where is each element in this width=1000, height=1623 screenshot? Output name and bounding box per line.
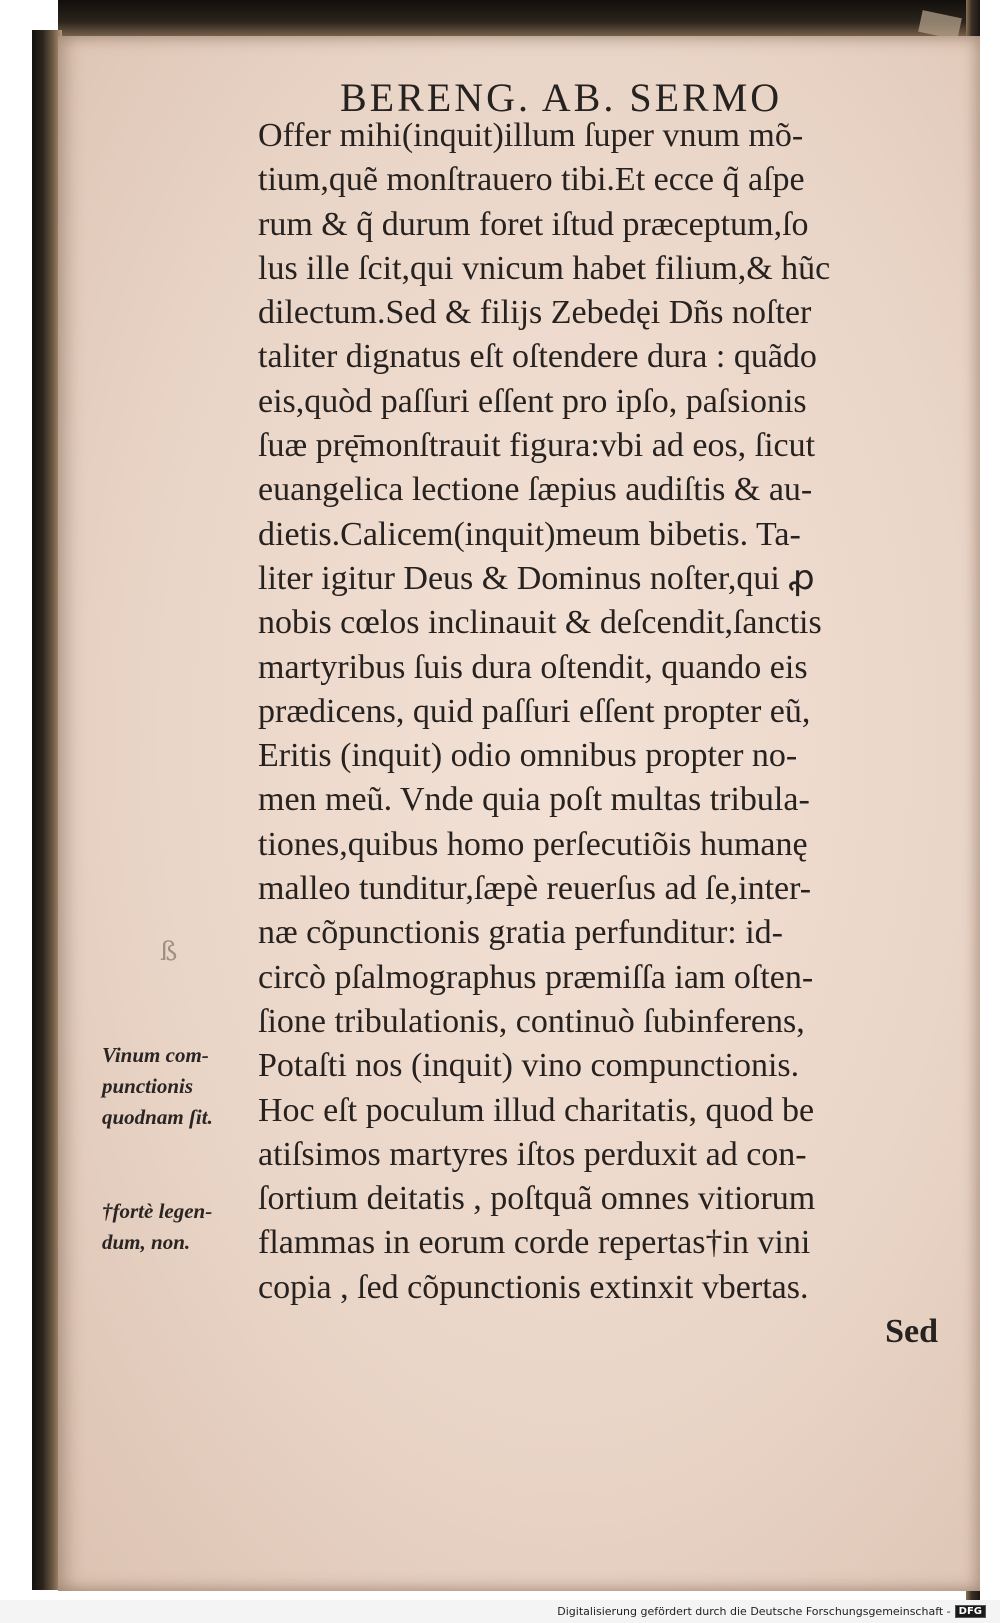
text-line: flammas in eorum corde repertas†in vini bbox=[258, 1224, 811, 1262]
margin-note-line: dum, non. bbox=[102, 1230, 191, 1254]
page-stamp: ß bbox=[160, 937, 178, 967]
text-line: atiſsimos martyres iſtos perduxit ad con- bbox=[258, 1135, 807, 1173]
text-line: euangelica lectione ſæpius audiſtis & au- bbox=[258, 471, 813, 509]
text-line: men meũ. Vnde quia poſt multas tribula- bbox=[258, 781, 810, 819]
text-line: nobis cœlos inclinauit & deſcendit,ſanctis bbox=[258, 604, 822, 642]
text-line: martyribus ſuis dura oſtendit, quando eis bbox=[258, 648, 808, 686]
text-line: ſortium deitatis , poſtquã omnes vitiorum bbox=[258, 1180, 816, 1218]
text-line: Potaſti nos (inquit) vino compunctionis. bbox=[258, 1047, 800, 1085]
text-line: ſione tribulationis, continuò ſubinferens, bbox=[258, 1002, 805, 1040]
text-line: dilectum.Sed & filijs Zebedęi Dñs noſter bbox=[258, 294, 812, 332]
text-line: næ cõpunctionis gratia perfunditur: id- bbox=[258, 914, 783, 952]
text-line: liter igitur Deus & Dominus noſter,qui ꝓ bbox=[258, 559, 815, 597]
text-line: malleo tunditur,ſæpè reuerſus ad ſe,inter- bbox=[258, 870, 812, 908]
text-line: taliter dignatus eſt oſtendere dura : quãdo bbox=[258, 338, 817, 376]
text-line: dietis.Calicem(inquit)meum bibetis. Ta- bbox=[258, 515, 801, 553]
text-line: tium,quẽ monſtrauero tibi.Et ecce q̃ aſpe bbox=[258, 161, 805, 199]
text-line: rum & q̃ durum foret iſtud præceptum,ſo bbox=[258, 205, 809, 243]
margin-note-forte bbox=[102, 1196, 262, 1258]
text-line: ſuæ prę̄monſtrauit figura:vbi ad eos, ſicut bbox=[258, 427, 816, 465]
margin-note-vinum bbox=[102, 1040, 262, 1133]
catchword: Sed bbox=[885, 1313, 938, 1351]
body-text bbox=[258, 114, 938, 1354]
text-line: prædicens, quid paſſuri eſſent propter eũ, bbox=[258, 692, 811, 730]
text-line: Eritis (inquit) odio omnibus propter no- bbox=[258, 737, 798, 775]
running-header: BERENG. AB. SERMO bbox=[340, 75, 783, 120]
text-line: Offer mihi(inquit)illum ſuper vnum mõ- bbox=[258, 117, 804, 154]
text-line: circò pſalmographus præmiſſa iam oſten- bbox=[258, 958, 814, 996]
margin-note-line: Vinum com- bbox=[102, 1043, 209, 1067]
margin-note-line: quodnam ſit. bbox=[102, 1105, 213, 1129]
digitization-footer bbox=[557, 1605, 986, 1618]
text-line: tiones,quibus homo perſecutiõis humanę bbox=[258, 825, 808, 863]
text-line: Hoc eſt poculum illud charitatis, quod be bbox=[258, 1091, 815, 1129]
top-book-edge bbox=[58, 0, 980, 40]
margin-note-line: punctionis bbox=[102, 1074, 194, 1098]
text-line: eis,quòd paſſuri eſſent pro ipſo, paſsionis bbox=[258, 382, 807, 420]
text-line: lus ille ſcit,qui vnicum habet filium,& hũc bbox=[258, 249, 831, 287]
footer-text: Digitalisierung gefördert durch die Deutsche Forschungsgemeinschaft - bbox=[557, 1605, 951, 1618]
dfg-logo: DFG bbox=[955, 1605, 986, 1618]
margin-note-line: †fortè legen- bbox=[102, 1199, 213, 1223]
text-line: copia , ſed cõpunctionis extinxit vbertas. bbox=[258, 1268, 809, 1306]
